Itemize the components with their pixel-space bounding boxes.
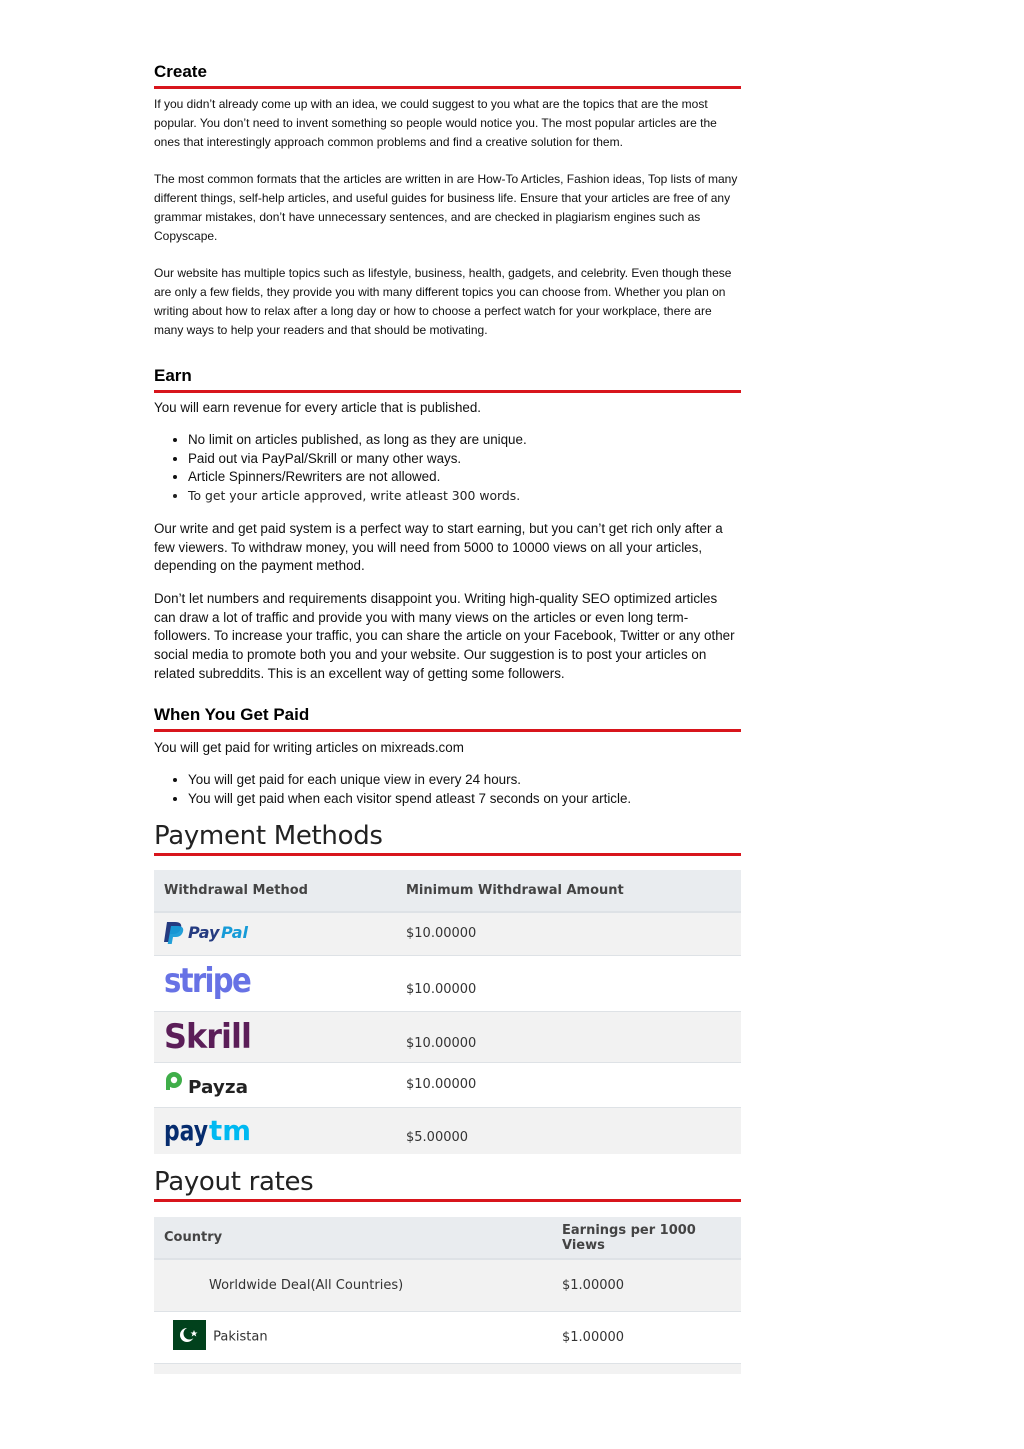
table-row	[154, 955, 741, 1011]
amount-cell: $10.00000	[396, 955, 741, 1011]
svg-text:stripe: stripe	[164, 961, 251, 1001]
list-item: • Paid out via PayPal/Skrill or many other ways.	[188, 450, 741, 469]
amount-cell: $10.00000	[396, 912, 741, 955]
country-cell: Pakistan	[213, 1329, 268, 1345]
table-row	[154, 1062, 741, 1107]
create-paragraph-3: Our website has multiple topics such as lifestyle, business, health, gadgets, and celebrity. Even though these are only a few fields, they provide you with many different topics you can choose from. Whether you plan on writing about how to relax after a long day or how to choose a perfect watch for your workplace, there are many ways to help your readers and that should be motivating.	[154, 266, 732, 337]
earnings-cell: $1.00000	[552, 1259, 741, 1311]
svg-text:tm: tm	[209, 1113, 251, 1147]
payout-rates-table	[154, 1217, 741, 1374]
create-paragraph-2: The most common formats that the articles are written in are How-To Articles, Fashion ideas, Top lists of many different things, self-help articles, and useful guides for business life. Ensure that your articles are free of any grammar mistakes, don’t have unnecessary sentences, and are checked in plagiarism engines such as Copyscape.	[154, 172, 738, 243]
table-header-row	[154, 1217, 741, 1259]
table-row	[154, 912, 741, 955]
create-body	[154, 95, 741, 152]
svg-text:Pal: Pal	[221, 922, 248, 942]
col-withdrawal-method: Withdrawal Method	[154, 870, 396, 912]
earn-paragraph-1: Our write and get paid system is a perfect way to start earning, but you can’t get rich only after a few viewers. To withdraw money, you will need from 5000 to 10000 views on all your articles, depending on the payment method.	[154, 521, 723, 574]
col-minimum-amount: Minimum Withdrawal Amount	[396, 870, 741, 912]
amount-cell: $10.00000	[396, 1062, 741, 1107]
country-cell: Worldwide Deal(All Countries)	[154, 1259, 552, 1311]
paid-bullet-list	[154, 771, 741, 808]
table-row	[154, 1107, 741, 1154]
svg-text:Payza: Payza	[188, 1076, 248, 1098]
payment-methods-table	[154, 870, 741, 1154]
paid-section	[154, 705, 741, 732]
svg-text:Skrill: Skrill	[164, 1016, 251, 1057]
earn-bullet-list	[154, 431, 741, 506]
earn-intro: You will earn revenue for every article that is published.	[154, 400, 482, 415]
create-paragraph-1: If you didn’t already come up with an idea, we could suggest to you what are the topics that are the most popular. You don’t need to invent something so people would notice you. The most popular articles are the ones that interestingly approach common problems and find a creative solution for them.	[154, 97, 717, 149]
paid-heading: When You Get Paid	[154, 705, 741, 732]
earn-heading: Earn	[154, 366, 741, 393]
payza-logo	[164, 1070, 252, 1100]
list-item: • No limit on articles published, as long as they are unique.	[188, 431, 741, 450]
paid-intro: You will get paid for writing articles on mixreads.com	[154, 740, 464, 755]
table-row	[154, 1259, 741, 1311]
paypal-logo	[164, 919, 252, 949]
table-row	[154, 1363, 741, 1374]
table-row	[154, 1311, 741, 1363]
list-item: • You will get paid for each unique view in every 24 hours.	[188, 771, 741, 790]
payout-rates-heading: Payout rates	[154, 1167, 741, 1202]
table-row	[154, 1011, 741, 1062]
stripe-logo	[164, 961, 252, 1005]
skrill-logo	[164, 1018, 252, 1056]
earnings-cell: $1.00000	[552, 1311, 741, 1363]
create-heading: Create	[154, 62, 741, 89]
list-item: • You will get paid when each visitor spend atleast 7 seconds on your article.	[188, 790, 741, 809]
list-item: • Article Spinners/Rewriters are not allowed.	[188, 468, 741, 487]
svg-text:Pay: Pay	[188, 922, 220, 942]
payout-rates-section	[154, 1167, 741, 1202]
earn-paragraph-2: Don’t let numbers and requirements disappoint you. Writing high-quality SEO optimized articles can draw a lot of traffic and provide you with many views on the articles or even long term-followers. To increase your traffic, you can share the article on your Facebook, Twitter or any other social media to promote both you and your website. Our suggestion is to post your articles on related subreddits. This is an excellent way of getting some followers.	[154, 591, 735, 681]
svg-text:pay: pay	[164, 1113, 208, 1147]
col-country: Country	[154, 1217, 552, 1259]
create-section	[154, 62, 741, 89]
list-item: • To get your article approved, write atleast 300 words.	[188, 487, 741, 506]
table-header-row	[154, 870, 741, 912]
payment-methods-heading: Payment Methods	[154, 821, 741, 856]
amount-cell: $5.00000	[396, 1107, 741, 1154]
paytm-logo	[164, 1114, 252, 1148]
earn-section	[154, 366, 741, 393]
col-earnings: Earnings per 1000 Views	[552, 1217, 741, 1259]
amount-cell: $10.00000	[396, 1011, 741, 1062]
payment-methods-section	[154, 821, 741, 856]
pakistan-flag-icon	[173, 1320, 206, 1354]
